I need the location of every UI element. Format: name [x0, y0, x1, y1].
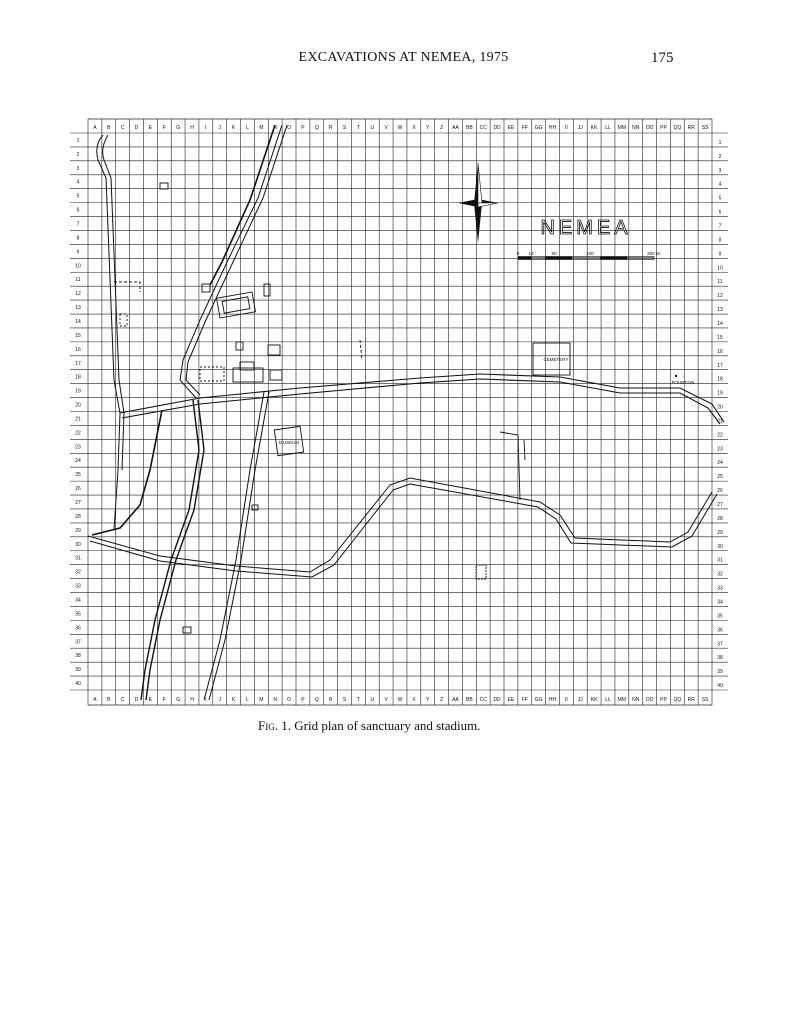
small-structure-5: [236, 342, 243, 350]
column-label: M: [259, 697, 264, 703]
column-label: JJ: [577, 697, 583, 703]
row-label: 35: [717, 613, 723, 620]
row-label: 23: [717, 446, 723, 453]
column-label: Y: [426, 125, 430, 131]
column-label: A: [93, 125, 97, 131]
column-label: LL: [605, 697, 611, 703]
map-title: NEMEA: [540, 217, 632, 239]
row-label: 33: [717, 585, 723, 592]
column-label: S: [342, 125, 347, 131]
building-block-5: [270, 370, 282, 380]
row-label: 27: [75, 500, 81, 507]
row-label: 39: [75, 667, 81, 674]
row-label: 4: [76, 179, 80, 186]
row-label: 34: [717, 599, 723, 606]
row-label: 1: [718, 139, 722, 146]
row-label: 12: [75, 291, 81, 298]
column-label: MM: [617, 125, 627, 131]
column-label: II: [565, 697, 568, 703]
row-label: 19: [75, 388, 81, 395]
building-block-2: [240, 362, 254, 370]
column-label: CC: [479, 697, 487, 703]
row-label: 13: [717, 307, 723, 314]
row-label: 30: [75, 541, 81, 548]
column-label: F: [162, 697, 166, 703]
row-label: 3: [76, 165, 80, 172]
column-label: I: [205, 125, 207, 131]
small-structure-1: [160, 183, 168, 189]
row-label: 30: [717, 543, 723, 550]
dashed-boundary-2: [360, 340, 362, 360]
column-label: S: [342, 697, 347, 703]
column-label: NN: [632, 125, 640, 131]
row-label: 28: [75, 513, 81, 520]
fountain-label: FOUNTAIN: [671, 380, 695, 385]
stadium-road: [88, 478, 712, 572]
column-label: B: [107, 125, 111, 131]
column-label: HH: [548, 125, 557, 131]
column-label: X: [412, 125, 416, 131]
column-label: W: [397, 697, 403, 703]
column-label: DD: [493, 697, 501, 703]
column-label: V: [384, 697, 388, 703]
northeast-road-edge: [186, 125, 287, 395]
row-label: 20: [75, 402, 81, 409]
row-label: 19: [717, 390, 723, 397]
column-label: MM: [617, 697, 627, 703]
row-label: 6: [76, 207, 80, 214]
column-label: D: [134, 697, 139, 703]
column-labels-bottom: [93, 697, 709, 703]
row-label: 26: [717, 488, 723, 495]
column-label: OO: [645, 125, 654, 131]
column-label: DD: [493, 125, 501, 131]
row-label: 24: [717, 460, 723, 467]
small-structure-3: [120, 314, 127, 326]
column-label: D: [134, 125, 139, 131]
column-label: K: [231, 697, 236, 703]
row-label: 4: [718, 181, 722, 188]
ditch-line: [500, 432, 520, 500]
column-label: Q: [314, 125, 319, 131]
small-structure-2: [202, 284, 210, 292]
column-label: N: [273, 125, 278, 131]
scale-tick-label: 10: [528, 251, 534, 256]
column-label: C: [120, 125, 125, 131]
row-label: 8: [718, 237, 722, 244]
column-label: LL: [605, 125, 611, 131]
building-block-4: [200, 367, 224, 381]
row-label: 1: [76, 137, 80, 144]
column-label: I: [205, 697, 207, 703]
column-label: E: [148, 125, 153, 131]
column-label: HH: [548, 697, 557, 703]
column-label: PP: [660, 697, 667, 703]
scale-tick-label: 200 M.: [647, 251, 661, 256]
row-label: 32: [75, 569, 81, 576]
row-label: 29: [75, 527, 81, 534]
row-label: 40: [75, 681, 81, 688]
column-label: E: [148, 697, 153, 703]
row-label: 9: [76, 249, 80, 256]
figure-label: Fig. 1.: [258, 718, 291, 733]
museum-label: MUSEUM: [279, 440, 299, 445]
column-label: X: [412, 697, 416, 703]
column-label: B: [107, 697, 111, 703]
column-label: JJ: [577, 125, 583, 131]
column-label: V: [384, 125, 388, 131]
column-label: AA: [452, 125, 459, 131]
row-label: 18: [75, 374, 81, 381]
column-label: CC: [479, 125, 487, 131]
row-label: 31: [75, 555, 81, 562]
row-label: 31: [717, 557, 723, 564]
main-road: [120, 374, 724, 425]
row-label: 2: [718, 153, 722, 160]
column-label: BB: [465, 697, 473, 703]
row-label: 15: [717, 334, 723, 341]
row-label: 7: [718, 223, 722, 230]
column-label: GG: [534, 697, 543, 703]
column-label: RR: [687, 697, 695, 703]
row-label: 2: [76, 151, 80, 158]
row-label: 21: [717, 418, 723, 425]
row-label: 25: [717, 474, 723, 481]
map-grid: [70, 119, 728, 705]
ditch-line-2: [524, 440, 525, 460]
column-label: H: [190, 697, 194, 703]
column-label: PP: [660, 125, 667, 131]
northeast-road: [180, 125, 282, 398]
column-label: G: [176, 125, 181, 131]
row-label: 6: [718, 209, 722, 216]
column-label: T: [356, 697, 360, 703]
column-label: FF: [521, 697, 528, 703]
temple-inner: [222, 297, 250, 313]
southwest-road-1: [92, 410, 162, 535]
scale-tick-label: 50: [551, 251, 557, 256]
row-label: 23: [75, 444, 81, 451]
column-label: L: [246, 125, 249, 131]
fountain-marker: [675, 375, 677, 377]
row-label: 8: [76, 235, 80, 242]
caption-text: Grid plan of sanctuary and stadium.: [294, 718, 481, 733]
column-label: KK: [590, 125, 598, 131]
column-label: SS: [701, 697, 709, 703]
column-labels-top: [93, 125, 709, 131]
row-label: 18: [717, 376, 723, 383]
row-label: 3: [718, 167, 722, 174]
row-label: 5: [76, 193, 80, 200]
row-label: 38: [75, 653, 81, 660]
row-label: 12: [717, 293, 723, 300]
row-label: 36: [75, 625, 81, 632]
row-label: 36: [717, 627, 723, 634]
row-label: 14: [75, 318, 81, 325]
row-label: 34: [75, 597, 81, 604]
row-label: 29: [717, 529, 723, 536]
row-label: 5: [718, 195, 722, 202]
scale-bar: [517, 251, 661, 260]
column-label: P: [301, 697, 305, 703]
column-label: AA: [452, 697, 459, 703]
row-label: 21: [75, 416, 81, 423]
row-label: 37: [75, 639, 81, 646]
stream-line: [210, 125, 278, 285]
small-structure-4: [264, 284, 270, 296]
column-label: U: [370, 697, 375, 703]
column-label: T: [356, 125, 360, 131]
column-label: A: [93, 697, 97, 703]
column-label: C: [120, 697, 125, 703]
south-road-edge: [209, 392, 269, 700]
stadium-road-edge: [90, 484, 717, 577]
column-label: SS: [701, 125, 709, 131]
column-label: U: [370, 125, 375, 131]
column-label: GG: [534, 125, 543, 131]
scale-tick-label: 100: [586, 251, 594, 256]
row-label: 38: [717, 655, 723, 662]
row-label: 9: [718, 251, 722, 258]
scale-tick-labels: [517, 251, 661, 256]
row-label: 26: [75, 486, 81, 493]
column-label: KK: [590, 697, 598, 703]
row-label: 33: [75, 583, 81, 590]
row-label: 37: [717, 641, 723, 648]
column-label: BB: [465, 125, 473, 131]
column-label: F: [162, 125, 166, 131]
column-label: L: [246, 697, 249, 703]
column-label: O: [287, 697, 292, 703]
site-marker-2: [476, 565, 486, 579]
structures: [114, 183, 570, 633]
row-label: 14: [717, 320, 723, 327]
row-label: 15: [75, 332, 81, 339]
scale-tick-label: 0: [516, 251, 520, 256]
row-label: 16: [75, 346, 81, 353]
column-label: K: [231, 125, 236, 131]
dashed-boundary: [114, 282, 140, 292]
column-label: G: [176, 697, 181, 703]
column-label: Z: [440, 125, 444, 131]
column-label: Q: [314, 697, 319, 703]
column-label: J: [218, 697, 221, 703]
row-label: 17: [75, 360, 81, 367]
row-label: 32: [717, 571, 723, 578]
column-label: RR: [687, 125, 695, 131]
row-label: 16: [717, 348, 723, 355]
column-label: N: [273, 697, 278, 703]
column-label: QQ: [673, 697, 682, 703]
row-labels-left: [75, 138, 81, 687]
column-label: Y: [426, 697, 430, 703]
row-label: 11: [717, 279, 723, 286]
column-label: W: [397, 125, 403, 131]
page-number: 175: [651, 50, 674, 66]
column-label: EE: [507, 697, 515, 703]
column-label: NN: [632, 697, 640, 703]
column-label: O: [287, 125, 292, 131]
row-label: 27: [717, 502, 723, 509]
row-label: 10: [717, 265, 723, 272]
row-label: 40: [717, 683, 723, 690]
column-label: H: [190, 125, 194, 131]
column-label: QQ: [673, 125, 682, 131]
row-label: 20: [717, 404, 723, 411]
figure-caption: [258, 718, 481, 734]
southwest-road-3: [141, 400, 199, 700]
column-label: OO: [645, 697, 654, 703]
column-label: II: [565, 125, 568, 131]
row-label: 35: [75, 611, 81, 618]
row-label: 25: [75, 472, 81, 479]
row-label: 11: [75, 277, 81, 284]
west-road: [97, 135, 120, 530]
row-label: 22: [717, 432, 723, 439]
column-label: R: [328, 125, 333, 131]
running-title: EXCAVATIONS AT NEMEA, 1975: [298, 50, 509, 65]
column-label: P: [301, 125, 305, 131]
row-label: 7: [76, 221, 80, 228]
column-label: R: [328, 697, 333, 703]
column-label: EE: [507, 125, 515, 131]
column-label: Z: [440, 697, 444, 703]
column-label: FF: [521, 125, 528, 131]
row-label: 24: [75, 458, 81, 465]
row-label: 10: [75, 263, 81, 270]
row-label: 39: [717, 669, 723, 676]
row-label: 28: [717, 515, 723, 522]
row-label: 22: [75, 430, 81, 437]
site-marker-3: [183, 627, 191, 633]
building-block-3: [268, 345, 280, 355]
cemetery-label: CEMETERY: [543, 357, 569, 362]
row-label: 17: [717, 362, 723, 369]
column-label: J: [218, 125, 221, 131]
row-label: 13: [75, 305, 81, 312]
column-label: M: [259, 125, 264, 131]
